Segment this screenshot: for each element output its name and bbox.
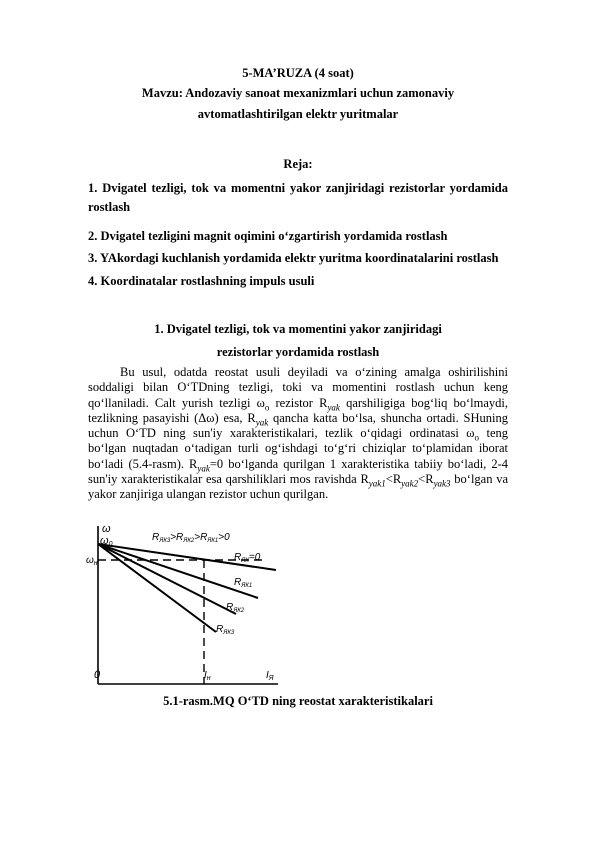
body-paragraph: Bu usul, odatda reostat usuli deyiladi va o‘zining amalga oshirilishini soddaligi bilan O‘TDning tezligi, toki va momentini rostlash uchun keng qo‘llaniladi. Calt yurish tezligi $\omega_o$ rezistor $R_{yak}$ qarshiligiga bog‘liq bo‘lmaydi, tezlikning pasayishi (Δω) esa, $R_{yak}$ qancha katta bo‘lsa, shuncha ortadi. SHuning uchun O‘TD ning sun'iy xarakteristikalari, tezlik o‘qidagi ordinatasi $\omega_o$ teng bo‘lgan nuqtadan o‘tadigan turli og‘ishdagi to‘g‘ri chiziqlar to‘plamidan iborat bo‘ladi (5.4-rasm). $R_{yak}=0$ bo‘lganda qurilgan 1 xarakteristika tabiiy bo‘ladi, 2-4 sun'iy xarakteristikalar esa qarshiliklari mos ravishda $R_{yak1}<R_{yak2}<R_{yak3}$ bo‘lgan va yakor zanjiriga ulangan rezistor uchun qurilgan. <box>88 365 508 502</box>
omega-axis-label: ω <box>102 523 111 535</box>
r-zero-label: $R_{ЯК}=0$ <box>234 552 261 564</box>
topic-line-1: Mavzu: Andozaviy sanoat mexanizmlari uchun zamonaviy <box>141 86 455 100</box>
in-label: $I_н$ <box>204 670 211 682</box>
plan-item-1: 1. Dvigatel tezligi, tok va momentni yakor zanjiridagi rezistorlar yordamida rostlash <box>88 181 508 214</box>
plan-heading: Reja: <box>283 157 313 171</box>
i-axis-label: $I_Я$ <box>266 670 274 682</box>
characteristic-line-3 <box>98 544 216 632</box>
reostat-characteristics-figure <box>86 520 286 690</box>
figure-caption: 5.1-rasm.MQ O‘TD ning reostat xarakteristikalari <box>163 694 433 708</box>
origin-label: 0 <box>94 669 101 681</box>
r2-label: $R_{ЯК2}$ <box>226 602 245 614</box>
r3-label: $R_{ЯК3}$ <box>216 624 235 636</box>
plan-item-4: 4. Koordinatalar rostlashning impuls usuli <box>88 274 315 288</box>
lecture-title: 5-MA’RUZA (4 soat) <box>242 66 354 80</box>
section-title-line-1: 1. Dvigatel tezligi, tok va momentini yakor zanjiridagi <box>154 322 442 336</box>
r1-label: $R_{ЯК1}$ <box>234 577 253 589</box>
omega0-label: ω0 <box>100 535 113 548</box>
section-title-line-2: rezistorlar yordamida rostlash <box>216 345 380 359</box>
plan-item-3: 3. YAkordagi kuchlanish yordamida elektr yuritma koordinatalarini rostlash <box>88 251 499 265</box>
plan-item-2: 2. Dvigatel tezligini magnit oqimini o‘zgartirish yordamida rostlash <box>88 229 448 243</box>
topic-line-2: avtomatlashtirilgan elektr yuritmalar <box>197 107 399 121</box>
resistance-inequality: $R_{ЯК3}>R_{ЯК2}>R_{ЯК1}>0$ <box>152 532 230 544</box>
omegaN-label: $\omega_н$ <box>86 555 98 567</box>
